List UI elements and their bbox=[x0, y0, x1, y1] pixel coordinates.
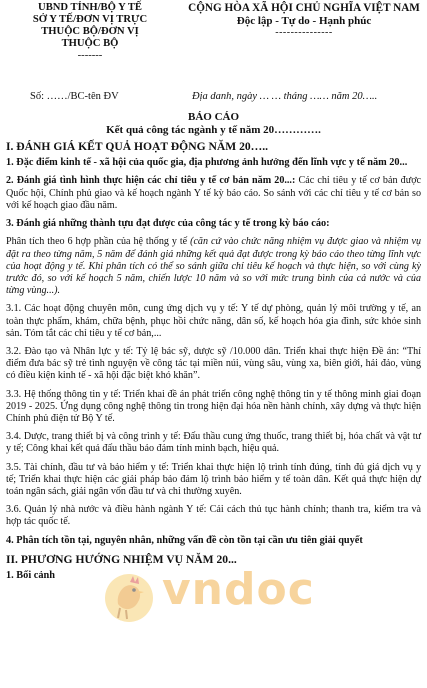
subsection-3-lead: Phân tích theo 6 hợp phần của hệ thống y tế bbox=[6, 236, 191, 248]
subsection-4-heading: 4. Phân tích tồn tại, nguyên nhân, những vấn đề còn tồn tại cần ưu tiên giải quyết bbox=[6, 534, 363, 546]
paragraph-3-1: 3.1. Các hoạt động chuyên môn, cung ứng dịch vụ y tế: Y tế dự phòng, quản lý môi trường y tế, an toàn thực phẩm, khám, chữa bệnh, phục hồi chức năng, dân số, kế hoạch hóa gia đình, sức khỏe sinh sản. Tóm tắt các chỉ tiêu y tế cơ bản,... bbox=[6, 303, 421, 339]
subsection-3-heading: 3. Đánh giá những thành tựu đạt được của công tác y tế trong kỳ báo cáo: bbox=[6, 218, 330, 230]
national-divider: --------------- bbox=[275, 27, 333, 38]
report-subtitle: Kết quả công tác ngành y tế năm 20…………. bbox=[106, 124, 321, 136]
watermark-text: vndoc bbox=[162, 564, 315, 615]
section-2-heading: II. PHƯƠNG HƯỚNG NHIỆM VỤ NĂM 20... bbox=[6, 553, 237, 567]
subsection-3-note: (căn cứ vào chức năng nhiệm vụ được giao và nhiệm vụ đặt ra theo từng năm, 5 năm để đánh giá những kết quả đạt được trong kỳ báo cáo theo từng lĩnh vực của hoạt động y tế. Khi phân tích có thể so sánh giữa chỉ tiêu kế hoạch và thực hiện, so với cùng kỳ trước đó, so với kế hoạch 5 năm, chiến lược 10 năm và so với mức trung bình của cả nước và của từng vùng...). bbox=[6, 236, 421, 297]
agency-line-2: SỞ Y TẾ/ĐƠN VỊ TRỰC bbox=[32, 14, 148, 25]
subsection-2-paragraph bbox=[6, 175, 421, 212]
place-and-date: Địa danh, ngày … … tháng …… năm 20….. bbox=[192, 91, 378, 102]
paragraph-3-3: 3.3. Hệ thống thông tin y tế: Triển khai đề án phát triển công nghệ thông tin y tế thông minh giai đoạn 2019 - 2025. Ứng dụng công nghệ thông tin trong hiện đại hóa nền hành chính, xây dựng và thực hiện Chính phủ điện tử Bộ Y tế. bbox=[6, 388, 421, 425]
agency-line-4: THUỘC BỘ bbox=[61, 38, 119, 49]
national-motto: Độc lập - Tự do - Hạnh phúc bbox=[236, 14, 372, 27]
subsection-2-heading: 2. Đánh giá tình hình thực hiện các chỉ tiêu y tế cơ bản năm 20...: bbox=[6, 175, 296, 187]
agency-header bbox=[10, 2, 170, 62]
national-title: CỘNG HÒA XÃ HỘI CHỦ NGHĨA VIỆT NAM bbox=[188, 2, 420, 14]
agency-divider: ------- bbox=[77, 50, 103, 61]
national-header bbox=[186, 2, 422, 40]
document-number: Số: ……/BC-tên ĐV bbox=[30, 91, 119, 102]
section-2-item-1: 1. Bối cảnh bbox=[6, 570, 55, 582]
paragraph-3-5: 3.5. Tài chính, đầu tư và bảo hiểm y tế: Triển khai thực hiện lộ trình tính đúng, tính đủ giá dịch vụ y tế; Triển khai thực hiện các giải pháp bảo đảm lộ trình bảo hiểm y tế toàn dân. Kết quả thực hiện dự toán ngân sách, giải ngân vốn đầu tư và chi thường xuyên. bbox=[6, 461, 421, 498]
paragraph-3-6: 3.6. Quản lý nhà nước và điều hành ngành Y tế: Cải cách thủ tục hành chính; thanh tra, kiểm tra và hợp tác quốc tế. bbox=[6, 504, 421, 528]
agency-line-1: UBND TỈNH/BỘ Y TẾ bbox=[38, 2, 142, 13]
agency-line-3: THUỘC BỘ/ĐƠN VỊ bbox=[41, 26, 139, 37]
paragraph-3-4: 3.4. Dược, trang thiết bị và công trình y tế: Đấu thầu cung ứng thuốc, trang thiết bị, hóa chất và vật tư y tế; Công khai kết quả đấu thầu bảo đảm tính minh bạch, hiệu quả. bbox=[6, 431, 421, 455]
report-title: BÁO CÁO bbox=[187, 111, 240, 123]
report-body bbox=[6, 140, 421, 589]
paragraph-3-2: 3.2. Đào tạo và Nhân lực y tế: Tỷ lệ bác sỹ, dược sỹ /10.000 dân. Triển khai thực hiện Đề án: “Thí điểm đưa bác sỹ trẻ tình nguyện về công tác tại miền núi, vùng sâu, vùng xa, biên giới, hải đảo, vùng có điều kiện kinh tế - xã hội đặc biệt khó khăn”. bbox=[6, 346, 421, 382]
subsection-1-heading: 1. Đặc điểm kinh tế - xã hội của quốc gia, địa phương ảnh hưởng đến lĩnh vực y tế năm 20... bbox=[6, 157, 408, 168]
subsection-2-text: Các chỉ tiêu y tế cơ bản được Quốc hội, Chính phủ giao và kế hoạch ngành Y tế kỳ báo cáo. So sánh với các chỉ tiêu y tế cơ bản so với kế hoạch giao đầu năm. bbox=[6, 175, 422, 211]
section-1-heading: I. ĐÁNH GIÁ KẾT QUẢ HOẠT ĐỘNG NĂM 20….. bbox=[6, 140, 269, 153]
subsection-3-intro bbox=[6, 236, 421, 297]
